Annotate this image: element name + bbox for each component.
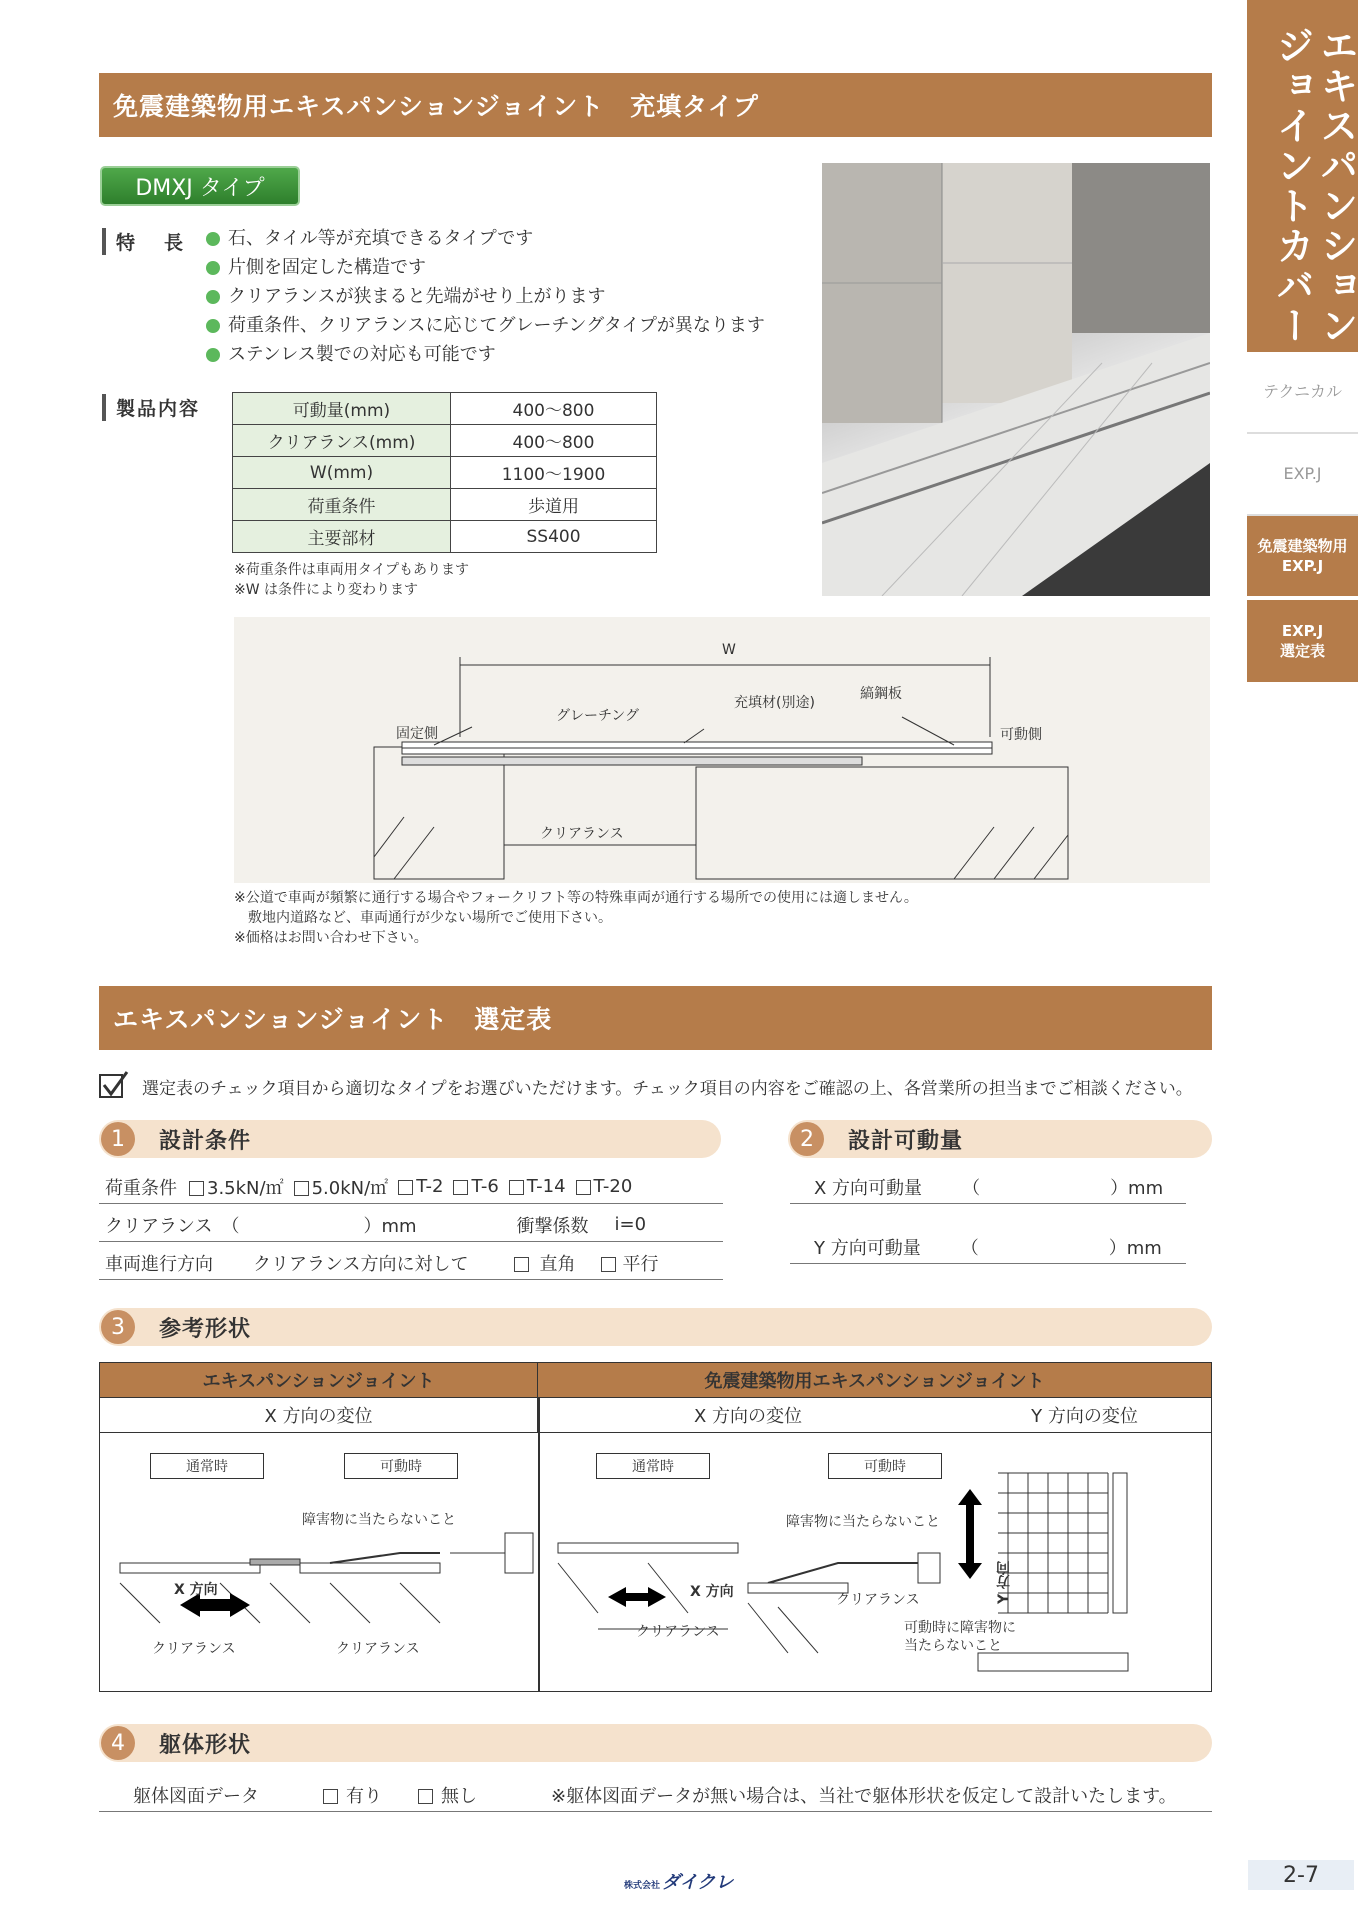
- reference-shape-table: [99, 1362, 1212, 1692]
- load-option[interactable]: T-14: [509, 1176, 566, 1197]
- reference-shape-header: [99, 1308, 1212, 1346]
- usage-note: 敷地内道路など、車両通行が少ない場所でご使用下さい。: [234, 910, 612, 926]
- col-header-expj: エキスパンションジョイント: [100, 1363, 538, 1397]
- bullet-icon: [206, 348, 220, 362]
- unit: ）mm: [1108, 1237, 1162, 1259]
- clearance-unit: ）mm: [363, 1215, 417, 1237]
- page-number: 2-7: [1248, 1860, 1354, 1890]
- x-movement-row: [790, 1170, 1186, 1204]
- checkbox[interactable]: [576, 1180, 591, 1195]
- features-label: 特 長: [102, 228, 188, 255]
- structure-data-note: ※躯体図面データが無い場合は、当社で躯体形状を仮定して設計いたします。: [551, 1785, 1177, 1807]
- structure-data-row: [99, 1778, 1212, 1812]
- diagram-label-movable-side: 可動側: [1000, 727, 1042, 743]
- table-row: [233, 521, 657, 553]
- spec-value: 400〜800: [451, 393, 657, 425]
- feature-item: 石、タイル等が充填できるタイプです: [206, 224, 816, 253]
- sub-header-y-seismic: Y 方向の変位: [958, 1397, 1211, 1433]
- paren: （: [962, 1177, 981, 1199]
- y-movement-row: [790, 1230, 1186, 1264]
- step-title: 設計可動量: [848, 1128, 964, 1154]
- product-photo-illustration: [822, 163, 1210, 596]
- spec-label: 製品内容: [102, 394, 200, 421]
- checkbox[interactable]: [453, 1180, 468, 1195]
- bullet-icon: [206, 290, 220, 304]
- checkbox[interactable]: [418, 1789, 433, 1804]
- load-option[interactable]: 3.5kN/㎡: [189, 1174, 284, 1200]
- bullet-icon: [206, 261, 220, 275]
- spec-note: ※荷重条件は車両用タイプもあります: [234, 562, 470, 578]
- diagram-label-clearance: クリアランス: [540, 826, 624, 842]
- spec-key: クリアランス(mm): [233, 425, 451, 457]
- diagram-label-w: W: [722, 642, 736, 658]
- checkbox[interactable]: [514, 1257, 529, 1272]
- direction-option-right-angle[interactable]: 直角: [514, 1250, 575, 1276]
- load-condition-row: [99, 1170, 723, 1204]
- sidebar-title: エキスパンションジョイントカバー: [1247, 0, 1358, 352]
- sidebar-active-label-1: 免震建築物用: [1257, 537, 1348, 555]
- checkbox-icon: [99, 1070, 129, 1100]
- obstacle-note-y-1: 可動時に障害物に: [904, 1620, 1016, 1636]
- diagram-label-filler: 充填材(別途): [734, 695, 815, 711]
- step-number: 1: [101, 1122, 135, 1156]
- load-option[interactable]: 5.0kN/㎡: [294, 1174, 389, 1200]
- sub-header-x: X 方向の変位: [100, 1397, 538, 1433]
- checkbox[interactable]: [509, 1180, 524, 1195]
- spec-note: ※W は条件により変わります: [234, 582, 419, 598]
- moving-state-label: 可動時: [344, 1453, 458, 1479]
- moving-state-label-seismic: 可動時: [828, 1453, 942, 1479]
- features-list: [206, 224, 816, 369]
- bullet-icon: [206, 232, 220, 246]
- type-badge: DMXJ タイプ: [100, 166, 300, 206]
- feature-item: クリアランスが狭まると先端がせり上がります: [206, 282, 816, 311]
- section-title-selection-table: エキスパンションジョイント 選定表: [99, 986, 1212, 1050]
- step-number: 4: [101, 1726, 135, 1760]
- clearance-label-normal: クリアランス: [152, 1641, 236, 1657]
- spec-key: 可動量(mm): [233, 393, 451, 425]
- spec-key: W(mm): [233, 457, 451, 489]
- x-direction-label: X 方向: [174, 1582, 218, 1598]
- y-direction-label: Y 方向: [996, 1561, 1012, 1605]
- step-title: 参考形状: [159, 1316, 252, 1342]
- spec-value: 400〜800: [451, 425, 657, 457]
- clearance-label-moving: クリアランス: [336, 1641, 420, 1657]
- sub-header-x-seismic: X 方向の変位: [538, 1397, 958, 1433]
- table-row: [233, 457, 657, 489]
- diagram-label-fixed-side: 固定側: [396, 726, 438, 742]
- diagram-label-grating: グレーチング: [556, 708, 640, 724]
- section-title-fill-type: 免震建築物用エキスパンションジョイント 充填タイプ: [99, 73, 1212, 137]
- sidebar-item4-label-2: 選定表: [1279, 642, 1325, 660]
- paren: （: [960, 1237, 979, 1259]
- step-number: 3: [101, 1310, 135, 1344]
- load-option[interactable]: T-20: [576, 1176, 633, 1197]
- clearance-label: クリアランス （: [105, 1215, 240, 1237]
- company-logo: 株式会社 ダイクレ: [624, 1872, 734, 1893]
- spec-key: 荷重条件: [233, 489, 451, 521]
- usage-note: ※価格はお問い合わせ下さい。: [234, 930, 428, 946]
- direction-option-parallel[interactable]: 平行: [601, 1250, 658, 1276]
- y-movement-label: Y 方向可動量: [814, 1237, 921, 1259]
- normal-state-label: 通常時: [150, 1453, 264, 1479]
- x-movement-label: X 方向可動量: [814, 1177, 923, 1199]
- load-option[interactable]: T-2: [398, 1176, 443, 1197]
- obstacle-note-y-2: 当たらないこと: [904, 1638, 1002, 1654]
- bullet-icon: [206, 319, 220, 333]
- spec-value: 歩道用: [451, 489, 657, 521]
- spec-notes: [234, 560, 469, 600]
- clearance-label-seismic-moving: クリアランス: [836, 1592, 920, 1608]
- step-number: 2: [790, 1122, 824, 1156]
- direction-label: 車両進行方向: [105, 1253, 213, 1275]
- cross-section-diagram: [234, 617, 1210, 883]
- spec-table: [232, 392, 657, 553]
- step-title: 躯体形状: [159, 1732, 252, 1758]
- sidebar-active-label-2: EXP.J: [1281, 557, 1324, 575]
- clearance-label-seismic-normal: クリアランス: [636, 1624, 720, 1640]
- unit: ）mm: [1110, 1177, 1164, 1199]
- selection-intro: 選定表のチェック項目から適切なタイプをお選びいただけます。チェック項目の内容をご確認の上、各営業所の担当までご相談ください。: [142, 1079, 1193, 1099]
- load-option[interactable]: T-6: [453, 1176, 498, 1197]
- sidebar-item-technical[interactable]: テクニカル: [1247, 352, 1358, 434]
- diagram-label-checker-plate: 縞鋼板: [860, 686, 902, 702]
- structure-data-no[interactable]: 無し: [418, 1782, 477, 1808]
- feature-item: 片側を固定した構造です: [206, 253, 816, 282]
- sidebar-item-selection-table[interactable]: [1247, 600, 1358, 682]
- checkbox[interactable]: [398, 1180, 413, 1195]
- spec-value: 1100〜1900: [451, 457, 657, 489]
- obstacle-note: 障害物に当たらないこと: [302, 1512, 456, 1528]
- checkbox[interactable]: [189, 1181, 204, 1196]
- table-row: [233, 393, 657, 425]
- vehicle-direction-row: [99, 1246, 723, 1280]
- spec-value: SS400: [451, 521, 657, 553]
- feature-item: ステンレス製での対応も可能です: [206, 340, 816, 369]
- checkbox[interactable]: [294, 1181, 309, 1196]
- sidebar-item-seismic-expj[interactable]: [1247, 516, 1358, 596]
- design-movement-header: [788, 1120, 1212, 1158]
- step-title: 設計条件: [159, 1128, 252, 1154]
- load-label: 荷重条件: [105, 1177, 177, 1199]
- sidebar-item4-label-1: EXP.J: [1281, 622, 1324, 640]
- spec-key: 主要部材: [233, 521, 451, 553]
- checkbox[interactable]: [323, 1789, 338, 1804]
- table-row: [233, 489, 657, 521]
- impact-value: i=0: [614, 1214, 647, 1235]
- usage-note: ※公道で車両が頻繁に通行する場合やフォークリフト等の特殊車両が通行する場所での使用には適しません。: [234, 890, 918, 906]
- usage-notes: [234, 888, 918, 948]
- product-photo: [822, 163, 1210, 596]
- feature-item: 荷重条件、クリアランスに応じてグレーチングタイプが異なります: [206, 311, 816, 340]
- normal-state-label-seismic: 通常時: [596, 1453, 710, 1479]
- sidebar-item-expj[interactable]: EXP.J: [1247, 434, 1358, 516]
- col-header-seismic-expj: 免震建築物用エキスパンションジョイント: [538, 1363, 1211, 1397]
- structure-shape-header: [99, 1724, 1212, 1762]
- structure-data-label: 躯体図面データ: [133, 1785, 259, 1807]
- checkbox[interactable]: [601, 1257, 616, 1272]
- impact-label: 衝撃係数: [516, 1215, 589, 1237]
- design-conditions-header: [99, 1120, 721, 1158]
- direction-text: クリアランス方向に対して: [253, 1253, 469, 1275]
- obstacle-note-seismic: 障害物に当たらないこと: [786, 1514, 940, 1530]
- x-direction-label-seismic: X 方向: [690, 1584, 734, 1600]
- table-row: [233, 425, 657, 457]
- clearance-row: [99, 1208, 723, 1242]
- structure-data-yes[interactable]: 有り: [323, 1782, 382, 1808]
